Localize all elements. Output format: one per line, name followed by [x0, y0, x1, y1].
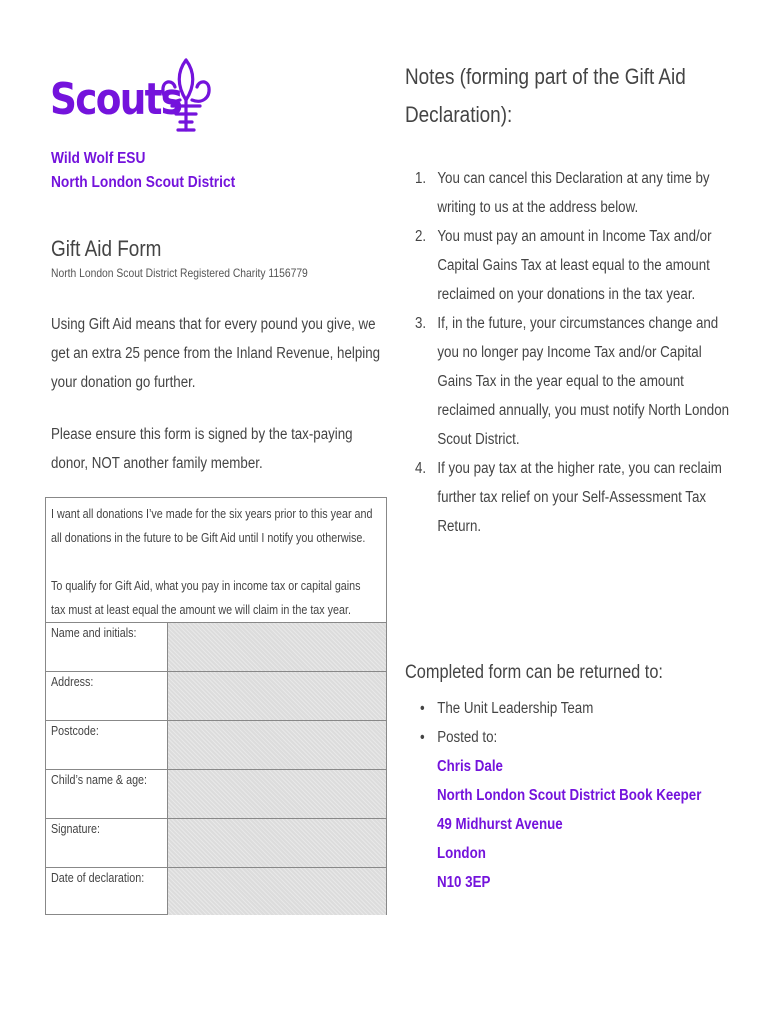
note-text: If you pay tax at the higher rate, you can reclaim further tax relief on your Self-Assessment Tax Return. [437, 460, 722, 535]
list-item [420, 723, 593, 752]
field-row-address [46, 671, 386, 720]
list-number: 1. [415, 170, 427, 187]
ensure-paragraph: Please ensure this form is signed by the tax-paying donor, NOT another family member. [51, 426, 353, 472]
field-row-date [46, 867, 386, 915]
list-number: 4. [415, 460, 427, 477]
form-title: Gift Aid Form [51, 236, 162, 261]
field-row-signature [46, 818, 386, 867]
field-label: Name and initials: [51, 626, 137, 640]
bullet-icon: • [420, 729, 425, 746]
postal-address [437, 752, 701, 897]
address-line: 49 Midhurst Avenue [437, 816, 563, 833]
list-number: 3. [415, 315, 427, 332]
list-item [415, 164, 733, 222]
note-text: If, in the future, your circumstances change and you no longer pay Income Tax and/or Capital Gains Tax in the year equal to the amount reclaimed annually, you must notify North London Scout District. [437, 315, 730, 448]
name-field[interactable] [167, 623, 386, 671]
return-title: Completed form can be returned to: [405, 662, 663, 683]
note-text: You must pay an amount in Income Tax and/or Capital Gains Tax at least equal to the amount reclaimed on your donations in the tax year. [437, 228, 712, 303]
intro-paragraph: Using Gift Aid means that for every pound you give, we get an extra 25 pence from the Inland Revenue, helping your donation go further. [51, 316, 381, 391]
notes-list [415, 164, 733, 541]
list-item [415, 454, 733, 541]
field-row-postcode [46, 720, 386, 769]
bullet-icon: • [420, 700, 425, 717]
signature-field[interactable] [167, 819, 386, 867]
address-line: N10 3EP [437, 874, 491, 891]
address-field[interactable] [167, 672, 386, 720]
note-text: You can cancel this Declaration at any time by writing to us at the address below. [437, 170, 710, 216]
field-label: Child’s name & age: [51, 773, 148, 787]
list-item [415, 309, 733, 454]
postcode-field[interactable] [167, 721, 386, 769]
district-name: North London Scout District [51, 174, 236, 191]
address-line: Chris Dale [437, 758, 503, 775]
declaration-box [45, 497, 387, 915]
charity-line: North London Scout District Registered Charity 1156779 [51, 266, 308, 280]
return-item-text: Posted to: [437, 729, 498, 746]
field-row-name [46, 622, 386, 671]
field-label: Date of declaration: [51, 871, 145, 885]
address-line: North London Scout District Book Keeper [437, 787, 702, 804]
unit-name: Wild Wolf ESU [51, 150, 146, 167]
list-item [420, 694, 593, 723]
field-label: Postcode: [51, 724, 99, 738]
qualify-text: To qualify for Gift Aid, what you pay in income tax or capital gains tax must at least equal the amount we will claim in the tax year. [51, 579, 361, 617]
declaration-text: I want all donations I’ve made for the six years prior to this year and all donations in the future to be Gift Aid until I notify you otherwise. [51, 507, 373, 545]
scouts-wordmark: Scouts [50, 74, 182, 125]
field-label: Signature: [51, 822, 101, 836]
return-list [420, 694, 593, 752]
notes-title: Notes (forming part of the Gift Aid Declaration): [405, 64, 686, 127]
list-item [415, 222, 733, 309]
child-name-age-field[interactable] [167, 770, 386, 818]
date-field[interactable] [167, 868, 386, 915]
return-item-text: The Unit Leadership Team [437, 700, 594, 717]
address-line: London [437, 845, 486, 862]
field-label: Address: [51, 675, 94, 689]
field-row-child [46, 769, 386, 818]
list-number: 2. [415, 228, 427, 245]
fleur-de-lis-icon [158, 56, 214, 140]
